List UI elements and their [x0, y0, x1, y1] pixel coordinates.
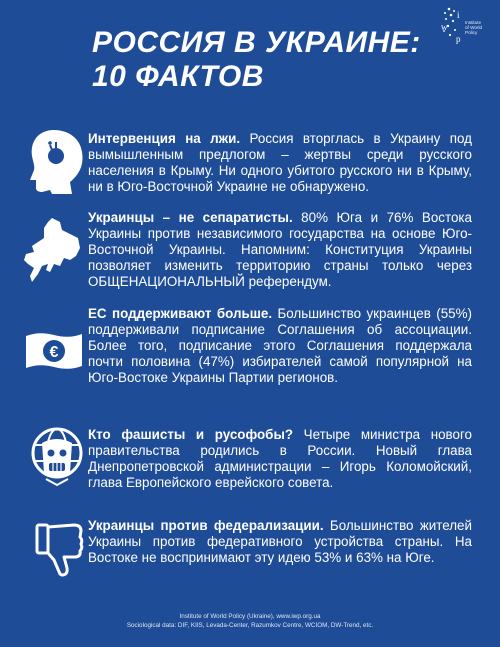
footer-line-1: Institute of World Policy (Ukraine), www.iwp.org.ua: [179, 613, 321, 620]
title-line-2: 10 ФАКТОВ: [92, 60, 264, 93]
fact-2-text: 80% Юга и 76% Востока Украины против независимого государства на основе Юго-Восточной Украины. Напомним: Конституция Украины позволяет изменить территорию страны только через ОБЩЕНАЦИОНАЛЬНЫЙ референдум.: [88, 210, 472, 289]
fact-5-heading: Украинцы против федерализации.: [88, 518, 324, 533]
footer: [0, 612, 500, 630]
fact-1-text: Россия вторглась в Украину под вымышленным предлогом – жертвы среди русского населения в Крыму. Ни одного убитого русского ни в Крыму, ни в Юго-Восточной Украине не обнаружено.: [88, 131, 472, 194]
logo-text-line-3: Policy: [465, 30, 478, 35]
iwp-logo-mark: [440, 6, 466, 44]
fact-2-heading: Украинцы – не сепаратисты.: [88, 210, 293, 225]
iwp-logo: [440, 6, 496, 46]
fact-1-heading: Интервенция на лжи.: [88, 131, 241, 146]
globe-face-icon: [30, 425, 84, 487]
title-line-1: РОССИЯ В УКРАИНЕ:: [92, 26, 421, 59]
logo-text-line-2: of World: [465, 25, 483, 30]
fact-4: [88, 427, 472, 491]
fact-3-text: Большинство украинцев (55%) поддерживали подписание Соглашения об ассоциации. Более того, подписание этого Соглашения поддержала почти половина (47%) избирателей самой популярной на Юго-Востоке Украины Партии регионов.: [88, 306, 472, 385]
logo-text: [465, 20, 482, 35]
fact-3: [88, 306, 472, 386]
euro-banknote-icon: [24, 330, 84, 372]
ukraine-map-icon: [22, 216, 82, 286]
thumbs-down-icon: [34, 522, 86, 578]
fact-3-heading: ЕС поддерживают больше.: [88, 306, 273, 321]
fact-5-text: Большинство жителей Украины против федеративного устройства страны. На Востоке не воспринимают эту идею 53% и 63% на Юге.: [88, 518, 472, 565]
logo-letter-p: p: [456, 34, 461, 44]
logo-letter-w: w: [441, 22, 448, 32]
logo-letter-i: i: [457, 10, 460, 20]
page-title: [92, 26, 421, 94]
fact-4-heading: Кто фашисты и русофобы?: [88, 427, 294, 442]
fact-4-text: Четыре министра нового правительства родились в России. Новый глава Днепропетровской администрации – Игорь Коломойский, глава Европейского еврейского совета.: [88, 427, 472, 490]
svg-text:€: €: [49, 344, 59, 361]
footer-line-2: Sociological data: DIF, KIIS, Levada-Center, Razumkov Centre, WCIOM, DW-Trend, etc.: [126, 622, 374, 629]
head-thought-icon: [28, 128, 84, 194]
fact-5: [88, 518, 472, 566]
fact-1: [88, 131, 472, 195]
fact-2: [88, 210, 472, 290]
logo-text-line-1: Institute: [465, 20, 482, 25]
